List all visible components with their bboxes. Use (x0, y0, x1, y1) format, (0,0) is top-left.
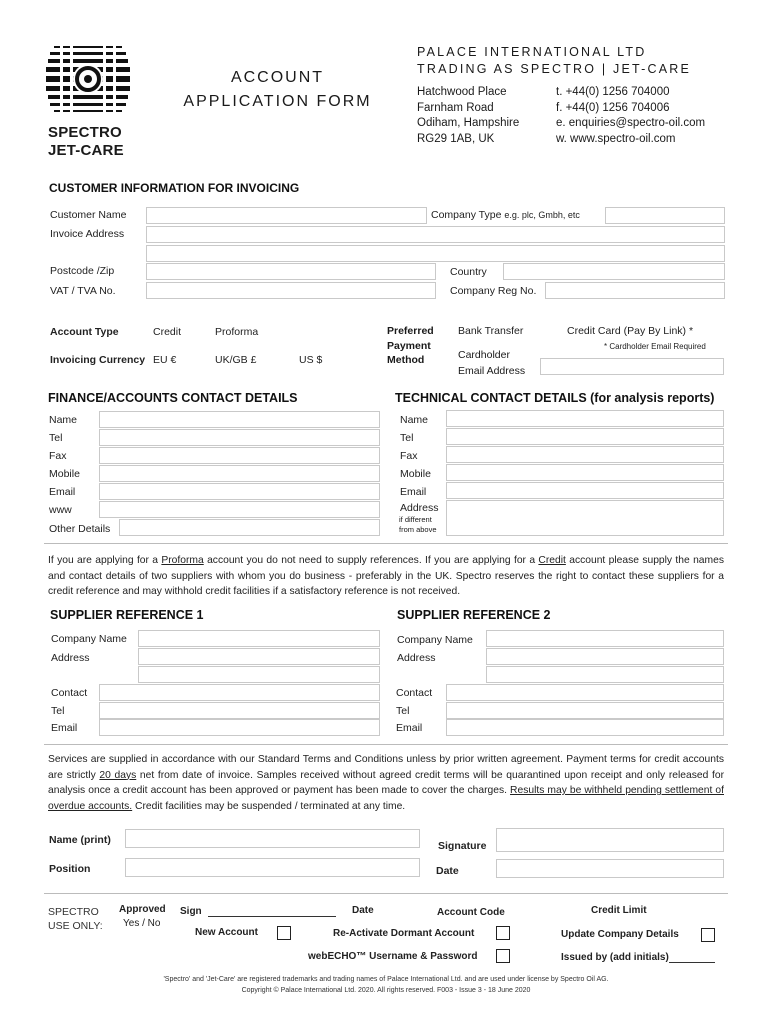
cardholder-line: Email Address (458, 364, 526, 377)
technical-address-field[interactable] (446, 500, 724, 536)
vat-field[interactable] (146, 282, 436, 299)
country-label: Country (450, 266, 487, 278)
supplier1-company-field[interactable] (138, 630, 380, 647)
webecho-checkbox[interactable] (496, 949, 510, 963)
currency-gbp-option[interactable]: UK/GB £ (215, 354, 257, 366)
address-line: Odiham, Hampshire (417, 117, 520, 129)
sign-line[interactable] (208, 916, 336, 917)
finance-www-field[interactable] (99, 501, 380, 518)
references-paragraph (48, 553, 724, 600)
supplier1-contact-field[interactable] (99, 684, 380, 701)
company-contacts (556, 85, 705, 147)
position-label: Position (49, 863, 91, 875)
form-title-line2: APPLICATION FORM (183, 93, 372, 110)
sign-label: Sign (180, 906, 202, 917)
logo (46, 44, 130, 160)
invoice-address-field-2[interactable] (146, 245, 725, 262)
technical-name-label: Name (400, 414, 429, 426)
supplier1-email-field[interactable] (99, 719, 380, 736)
supplier2-company-field[interactable] (486, 630, 724, 647)
technical-mobile-field[interactable] (446, 464, 724, 481)
address-note-line: if different (399, 515, 432, 524)
technical-email-field[interactable] (446, 482, 724, 499)
technical-name-field[interactable] (446, 410, 724, 427)
divider (44, 744, 728, 745)
finance-mobile-field[interactable] (99, 465, 380, 482)
cardholder-note: * Cardholder Email Required (604, 342, 706, 351)
finance-other-field[interactable] (119, 519, 380, 536)
text: net from date of invoice. Samples received without agreed credit terms will be quarantined upon receipt and only released for analysis once a credit account has been approved or payment has been made to cover the charges. (48, 769, 724, 796)
contact-email[interactable]: e. enquiries@spectro-oil.com (556, 117, 706, 129)
technical-address-label: Address (400, 502, 439, 514)
signature-label: Signature (438, 840, 487, 852)
supplier1-tel-label: Tel (51, 705, 65, 717)
signature-field[interactable] (496, 828, 724, 852)
logo-line1: SPECTRO (48, 124, 122, 141)
footer (44, 975, 728, 996)
invoicing-currency-label: Invoicing Currency (50, 354, 146, 366)
supplier1-address-label: Address (51, 652, 90, 664)
name-print-field[interactable] (125, 829, 420, 848)
finance-other-label: Other Details (49, 523, 111, 535)
payment-method-line: Preferred (387, 325, 434, 337)
reactivate-label: Re-Activate Dormant Account (333, 928, 475, 939)
customer-heading: CUSTOMER INFORMATION FOR INVOICING (49, 181, 300, 195)
invoice-address-label: Invoice Address (50, 228, 125, 240)
contact-fax: f. +44(0) 1256 704006 (556, 101, 670, 114)
office-use-line: SPECTRO (48, 906, 99, 918)
address-note-line: from above (399, 525, 437, 534)
finance-www-label: www (49, 504, 72, 516)
supplier2-tel-label: Tel (396, 705, 410, 717)
finance-heading: FINANCE/ACCOUNTS CONTACT DETAILS (48, 391, 298, 405)
issued-by-line[interactable] (669, 962, 715, 963)
form-title (170, 66, 385, 114)
currency-usd-option[interactable]: US $ (299, 354, 323, 366)
finance-email-field[interactable] (99, 483, 380, 500)
supplier1-address-field-2[interactable] (138, 666, 380, 683)
country-field[interactable] (503, 263, 725, 280)
approved-label: Approved (119, 904, 166, 915)
yes-no-label: Yes / No (123, 918, 161, 929)
position-field[interactable] (125, 858, 420, 877)
invoice-address-field-1[interactable] (146, 226, 725, 243)
payment-method-line: Method (387, 354, 425, 366)
office-use-line: USE ONLY: (48, 920, 103, 932)
update-details-label: Update Company Details (561, 929, 679, 940)
cardholder-line: Cardholder (458, 349, 510, 361)
supplier1-heading: SUPPLIER REFERENCE 1 (50, 608, 204, 622)
date-label: Date (436, 865, 459, 877)
company-address (417, 85, 519, 147)
company-type-field[interactable] (605, 207, 725, 224)
company-type-hint: e.g. plc, Gmbh, etc (504, 210, 580, 220)
address-line: RG29 1AB, UK (417, 132, 495, 145)
date-field[interactable] (496, 859, 724, 878)
supplier2-address-field-1[interactable] (486, 648, 724, 665)
webecho-label: webECHO™ Username & Password (308, 951, 478, 962)
technical-tel-field[interactable] (446, 428, 724, 445)
text: account you do not need to supply references. If you are applying for a (203, 555, 539, 566)
finance-fax-label: Fax (49, 450, 67, 462)
supplier2-email-label: Email (396, 722, 423, 734)
supplier2-tel-field[interactable] (446, 702, 724, 719)
finance-mobile-label: Mobile (49, 468, 80, 480)
finance-name-field[interactable] (99, 411, 380, 428)
payment-days: 20 days (99, 769, 137, 781)
contact-website[interactable]: w. www.spectro-oil.com (556, 132, 676, 145)
text: account please supply the names and contact details of two suppliers with whom you do business - preferably in the UK. Spectro reserves the right to contact these suppliers for a credit reference and may withhold credit facilities if a satisfactory reference is not received. (48, 555, 724, 597)
logo-line2: JET-CARE (48, 142, 124, 159)
company-type-label (431, 209, 580, 221)
technical-heading: TECHNICAL CONTACT DETAILS (for analysis reports) (395, 391, 715, 405)
finance-tel-field[interactable] (99, 429, 380, 446)
finance-fax-field[interactable] (99, 447, 380, 464)
supplier2-email-field[interactable] (446, 719, 724, 736)
payment-method-line: Payment (387, 339, 431, 352)
copyright-notice: Copyright © Palace International Ltd. 2020. All rights reserved. F003 - Issue 3 - 18 June 2020 (241, 986, 531, 994)
technical-address-note (399, 515, 437, 535)
text: Credit facilities may be suspended / terminated at any time. (132, 800, 406, 812)
bank-transfer-option[interactable]: Bank Transfer (458, 325, 524, 337)
credit-card-option[interactable]: Credit Card (Pay By Link) * (567, 325, 694, 337)
currency-eur-option[interactable]: EU € (153, 354, 177, 366)
technical-fax-label: Fax (400, 450, 418, 462)
finance-name-label: Name (49, 414, 78, 426)
account-type-label: Account Type (50, 326, 119, 338)
name-print-label: Name (print) (49, 834, 111, 846)
supplier2-address-label: Address (397, 652, 436, 664)
office-use-label (48, 905, 103, 933)
divider (44, 543, 728, 544)
company-name (417, 44, 691, 78)
customer-name-label: Customer Name (50, 209, 127, 221)
company-reg-label: Company Reg No. (450, 285, 537, 297)
finance-email-label: Email (49, 486, 76, 498)
supplier1-address-field-1[interactable] (138, 648, 380, 665)
new-account-checkbox[interactable] (277, 926, 291, 940)
divider (44, 893, 728, 894)
customer-name-field[interactable] (146, 207, 427, 224)
issued-by-label: Issued by (add initials) (561, 952, 669, 963)
supplier1-email-label: Email (51, 722, 78, 734)
cardholder-email-field[interactable] (540, 358, 724, 375)
company-name-line2: TRADING AS SPECTRO | JET-CARE (417, 62, 692, 76)
cardholder-email-label (458, 348, 525, 379)
technical-mobile-label: Mobile (400, 468, 431, 480)
supplier2-company-label: Company Name (397, 634, 473, 646)
reactivate-checkbox[interactable] (496, 926, 510, 940)
proforma-term: Proforma (161, 555, 204, 566)
new-account-label: New Account (195, 927, 258, 938)
supplier2-contact-label: Contact (396, 687, 433, 699)
text: Services are supplied in accordance with our Standard Terms and Conditions unless by prior written agreement. Payment terms for credit accounts are strictly (48, 754, 724, 781)
vat-label: VAT / TVA No. (50, 285, 116, 297)
supplier2-heading: SUPPLIER REFERENCE 2 (397, 608, 551, 622)
finance-tel-label: Tel (49, 432, 63, 444)
credit-term: Credit (538, 555, 566, 566)
proforma-option[interactable]: Proforma (215, 326, 259, 338)
postcode-field[interactable] (146, 263, 436, 280)
company-type-text: Company Type (431, 209, 502, 221)
credit-option[interactable]: Credit (153, 326, 182, 338)
company-reg-field[interactable] (545, 282, 725, 299)
technical-tel-label: Tel (400, 432, 414, 444)
credit-limit-label: Credit Limit (591, 905, 647, 916)
postcode-label: Postcode /Zip (50, 265, 115, 277)
address-line: Hatchwood Place (417, 86, 507, 98)
office-date-label: Date (352, 905, 374, 916)
terms-paragraph (48, 752, 724, 814)
supplier2-contact-field[interactable] (446, 684, 724, 701)
address-line: Farnham Road (417, 101, 494, 114)
supplier2-address-field-2[interactable] (486, 666, 724, 683)
update-details-checkbox[interactable] (701, 928, 715, 942)
spectro-logo-icon (46, 44, 130, 118)
company-name-line1: PALACE INTERNATIONAL LTD (417, 45, 647, 59)
technical-email-label: Email (400, 486, 427, 498)
withheld-notice: Results may be withheld pending settlement of overdue accounts. (48, 785, 724, 812)
supplier1-contact-label: Contact (51, 687, 88, 699)
text: If you are applying for a (48, 555, 162, 566)
technical-fax-field[interactable] (446, 446, 724, 463)
supplier1-company-label: Company Name (51, 633, 127, 645)
form-title-line1: ACCOUNT (230, 69, 325, 86)
supplier1-tel-field[interactable] (99, 702, 380, 719)
contact-phone: t. +44(0) 1256 704000 (556, 86, 670, 98)
trademark-notice: 'Spectro' and 'Jet-Care' are registered trademarks and trading names of Palace International Ltd. and are used under license by Spectro Oil AG. (163, 976, 609, 983)
account-code-label: Account Code (437, 907, 505, 918)
payment-method-label (387, 324, 434, 368)
